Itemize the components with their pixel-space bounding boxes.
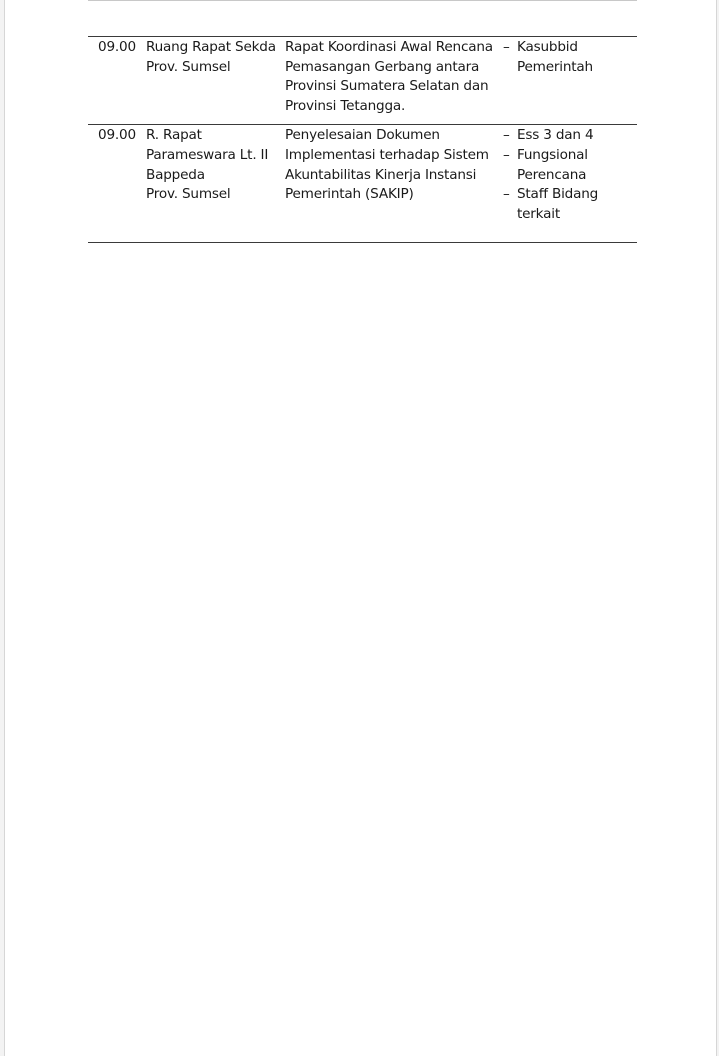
participants-cell bbox=[503, 125, 637, 243]
time-text: 09.00 bbox=[98, 39, 136, 55]
participant-line: Fungsional bbox=[517, 146, 588, 163]
topic-line: Provinsi Sumatera Selatan dan bbox=[285, 78, 489, 95]
document-page bbox=[4, 0, 717, 1056]
participants-list bbox=[503, 126, 637, 224]
participant-line: Ess 3 dan 4 bbox=[517, 127, 594, 144]
participant-line: Staff Bidang bbox=[517, 186, 599, 203]
participant-line: Pemerintah bbox=[517, 58, 593, 75]
time-text: 09.00 bbox=[98, 127, 136, 144]
top-divider bbox=[88, 0, 637, 1]
topic-line: Provinsi Tetangga. bbox=[285, 97, 406, 114]
dash-bullet: – bbox=[503, 146, 510, 163]
place-cell bbox=[145, 125, 285, 243]
place-line: Prov. Sumsel bbox=[146, 186, 231, 203]
topic-line: Penyelesaian Dokumen bbox=[285, 127, 440, 144]
table-row bbox=[88, 125, 637, 243]
place-line: R. Rapat bbox=[146, 127, 202, 144]
dash-bullet: – bbox=[503, 186, 510, 203]
participant-item bbox=[503, 38, 637, 77]
dash-bullet: – bbox=[503, 127, 510, 144]
time-cell bbox=[88, 37, 145, 125]
participant-item bbox=[503, 146, 637, 185]
place-line: Ruang Rapat Sekda bbox=[146, 39, 276, 55]
topic-line: Implementasi terhadap Sistem bbox=[285, 146, 489, 163]
participant-line: Perencana bbox=[517, 166, 587, 183]
place-line: Parameswara Lt. II bbox=[146, 146, 269, 163]
place-line: Prov. Sumsel bbox=[146, 58, 231, 75]
participant-item bbox=[503, 126, 637, 146]
schedule-table bbox=[88, 36, 637, 243]
topic-line: Akuntabilitas Kinerja Instansi bbox=[285, 166, 477, 183]
participant-line: Kasubbid bbox=[517, 39, 578, 55]
topic-line: Rapat Koordinasi Awal Rencana bbox=[285, 39, 493, 55]
dash-bullet: – bbox=[503, 39, 510, 55]
topic-cell bbox=[285, 125, 503, 243]
time-cell bbox=[88, 125, 145, 243]
topic-line: Pemasangan Gerbang antara bbox=[285, 58, 480, 75]
table-row bbox=[88, 37, 637, 125]
topic-cell bbox=[285, 37, 503, 125]
participants-list bbox=[503, 38, 637, 77]
topic-line: Pemerintah (SAKIP) bbox=[285, 186, 414, 203]
place-cell bbox=[145, 37, 285, 125]
place-line: Bappeda bbox=[146, 166, 205, 183]
participants-cell bbox=[503, 37, 637, 125]
participant-line: terkait bbox=[517, 205, 560, 222]
participant-item bbox=[503, 185, 637, 224]
